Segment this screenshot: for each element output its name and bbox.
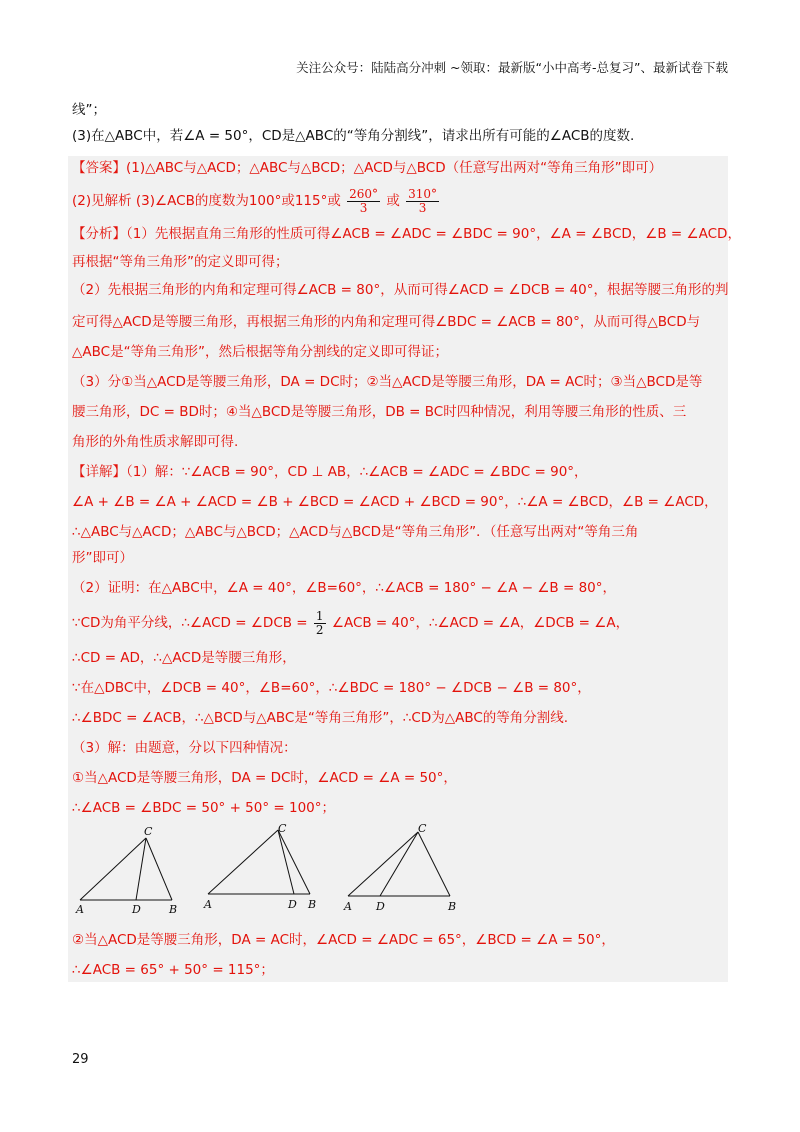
analysis-line: （3）分①当△ACD是等腰三角形，DA = DC时；②当△ACD是等腰三角形，DA = AC时；③当△BCD是等	[72, 374, 703, 390]
analysis-line: 定可得△ACD是等腰三角形，再根据三角形的内角和定理可得∠BDC = ∠ACB = 80°，从而可得△BCD与	[72, 314, 701, 330]
vertex-label-b: B	[448, 900, 457, 913]
fraction-310: $\frac{310^\circ}{3}$	[408, 186, 438, 215]
vertex-label-a: A	[204, 898, 212, 911]
vertex-label-b: B	[169, 903, 178, 916]
figures-row	[72, 824, 728, 924]
detail-line: （2）证明：在△ABC中，∠A = 40°，∠B=60°，∴∠ACB = 180° − ∠A − ∠B = 80°，	[72, 580, 617, 596]
page-number: 29	[72, 1052, 89, 1067]
vertex-label-b: B	[308, 898, 317, 911]
analysis-line: 再根据“等角三角形”的定义即可得；	[72, 254, 289, 270]
detail-line	[72, 606, 728, 640]
vertex-label-d: D	[288, 898, 297, 911]
answer-line	[72, 158, 728, 178]
detail-line: ②当△ACD是等腰三角形，DA = AC时，∠ACD = ∠ADC = 65°，∠BCD = ∠A = 50°，	[72, 932, 615, 948]
detail-line: ∵在△DBC中，∠DCB = 40°，∠B=60°，∴∠BDC = 180° − ∠DCB − ∠B = 80°，	[72, 680, 591, 696]
vertex-label-c: C	[418, 824, 427, 835]
vertex-label-c: C	[144, 825, 153, 838]
triangle-figure-1	[72, 824, 184, 916]
vertex-label-d: D	[376, 900, 385, 913]
vertex-label-a: A	[344, 900, 352, 913]
detail-line: 【详解】（1）解：∵∠ACB = 90°，CD ⊥ AB，∴∠ACB = ∠ADC = ∠BDC = 90°，	[72, 464, 588, 480]
answer-part1: 【答案】(1)△ABC与△ACD；△ABC与△BCD；△ACD与△BCD	[72, 160, 446, 176]
answer-block	[68, 156, 741, 982]
page-content	[72, 96, 741, 982]
detail-part: ∵CD为角平分线，∴∠ACD = ∠DCB =	[72, 615, 308, 631]
fraction-half: $\frac{1}{2}$	[315, 608, 324, 637]
analysis-line: 【分析】（1）先根据直角三角形的性质可得∠ACB = ∠ADC = ∠BDC = 90°，∠A = ∠BCD，∠B = ∠ACD，	[72, 226, 741, 242]
detail-line: ∴∠ACB = 65° + 50° = 115°；	[72, 962, 274, 978]
answer-line-2	[72, 184, 728, 218]
answer-part2: (2)见解析 (3)∠ACB的度数为100°或115°或	[72, 193, 341, 209]
vertex-label-a: A	[76, 903, 84, 916]
detail-line: ∴CD = AD，∴△ACD是等腰三角形，	[72, 650, 296, 666]
triangle-figure-2	[200, 824, 324, 916]
triangle-figure-3	[340, 824, 464, 916]
analysis-line: 腰三角形，DC = BD时；④当△BCD是等腰三角形，DB = BC时四种情况，利用等腰三角形的性质、三	[72, 404, 687, 420]
analysis-line: （2）先根据三角形的内角和定理可得∠ACB = 80°，从而可得∠ACD = ∠DCB = 40°，根据等腰三角形的判	[72, 282, 729, 298]
vertex-label-c: C	[278, 824, 287, 835]
detail-line: ∴∠ACB = ∠BDC = 50° + 50° = 100°；	[72, 800, 336, 816]
detail-line: ∠A + ∠B = ∠A + ∠ACD = ∠B + ∠BCD = ∠ACD + ∠BCD = 90°，∴∠A = ∠BCD，∠B = ∠ACD，	[72, 494, 718, 510]
detail-line: ①当△ACD是等腰三角形，DA = DC时，∠ACD = ∠A = 50°，	[72, 770, 457, 786]
question-3: (3)在△ABC中，若∠A = 50°，CD是△ABC的“等角分割线”，请求出所有可能的∠ACB的度数.	[72, 128, 635, 144]
detail-line: （3）解：由题意，分以下四种情况：	[72, 740, 297, 756]
analysis-line: △ABC是“等角三角形”，然后根据等角分割线的定义即可得证；	[72, 344, 449, 360]
detail-line: 形”即可）	[72, 550, 133, 566]
answer-or: 或	[386, 193, 400, 209]
detail-line: ∴∠BDC = ∠ACB，∴△BCD与△ABC是“等角三角形”，∴CD为△ABC的等角分割线.	[72, 710, 569, 726]
page-header: 关注公众号：陆陆高分冲刺 ~领取：最新版“小中高考-总复习”、最新试卷下载	[296, 60, 728, 75]
detail-part: ∠ACB = 40°，∴∠ACD = ∠A，∠DCB = ∠A，	[331, 615, 630, 631]
vertex-label-d: D	[132, 903, 141, 916]
answer-note: （任意写出两对“等角三角形”即可）	[445, 160, 663, 176]
analysis-line: 角形的外角性质求解即可得.	[72, 434, 239, 450]
text-line: 线”；	[72, 102, 106, 118]
detail-line: ∴△ABC与△ACD；△ABC与△BCD；△ACD与△BCD是“等角三角形”．（任意写出两对“等角三角	[72, 524, 639, 540]
fraction-260: $\frac{260^\circ}{3}$	[349, 186, 379, 215]
